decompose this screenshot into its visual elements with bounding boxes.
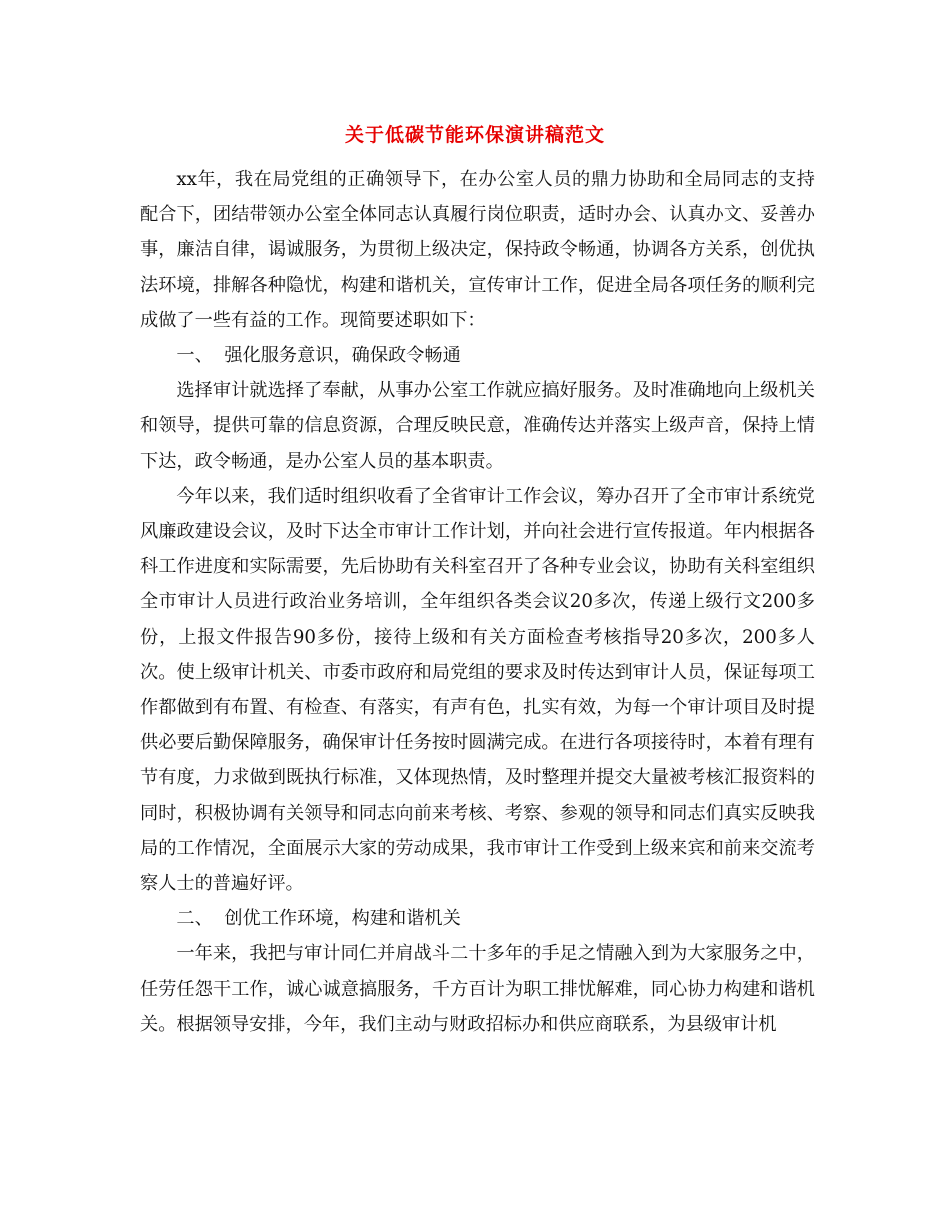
section-heading-1: 一、 强化服务意识，确保政令畅通 [176, 345, 461, 367]
paragraph-intro: xx年，我在局党组的正确领导下，在办公室人员的鼎力协助和全局同志的支持配合下，团结带领办公室全体同志认真履行岗位职责，适时办会、认真办文、妥善办事，廉洁自律，谒诚服务，为贯彻上级决定，保持政令畅通，协调各方关系，创优执法环境，排解各种隐忧，构建和谐机关，宣传审计工作，促进全局各项任务的顺利完成做了一些有益的工作。现简要述职如下： [140, 169, 815, 331]
paragraph-harmony: 一年来，我把与审计同仁并肩战斗二十多年的手足之情融入到为大家服务之中，任劳任怨干工作，诚心诚意搞服务，千方百计为职工排忧解难，同心协力构建和谐机关。根据领导安排，今年，我们主动与财政招标办和供应商联系，为县级审计机 [140, 943, 815, 1035]
section-heading-2: 二、 创优工作环境，构建和谐机关 [176, 908, 461, 930]
document-body [140, 162, 815, 1042]
paragraph-meetings: 今年以来，我们适时组织收看了全省审计工作会议，筹办召开了全市审计系统党风廉政建设会议，及时下达全市审计工作计划，并向社会进行宣传报道。年内根据各科工作进度和实际需要，先后协助有关科室召开了各种专业会议，协助有关科室组织全市审计人员进行政治业务培训，全年组织各类会议20多次，传递上级行文200多份，上报文件报告90多份，接待上级和有关方面检查考核指导20多次，200多人次。使上级审计机关、市委市政府和局党组的要求及时传达到审计人员，保证每项工作都做到有布置、有检查、有落实，有声有色，扎实有效，为每一个审计项目及时提供必要后勤保障服务，确保审计任务按时圆满完成。在进行各项接待时，本着有理有节有度，力求做到既执行标准，又体现热情，及时整理并提交大量被考核汇报资料的同时，积极协调有关领导和同志向前来考核、考察、参观的领导和同志们真实反映我局的工作情况，全面展示大家的劳动成果，我市审计工作受到上级来宾和前来交流考察人士的普遍好评。 [140, 485, 815, 895]
paragraph-service-duty: 选择审计就选择了奉献，从事办公室工作就应搞好服务。及时准确地向上级机关和领导，提供可靠的信息资源，合理反映民意，准确传达并落实上级声音，保持上情下达，政令畅通，是办公室人员的基本职责。 [140, 380, 815, 472]
document-title: 关于低碳节能环保演讲稿范文 [344, 124, 605, 146]
